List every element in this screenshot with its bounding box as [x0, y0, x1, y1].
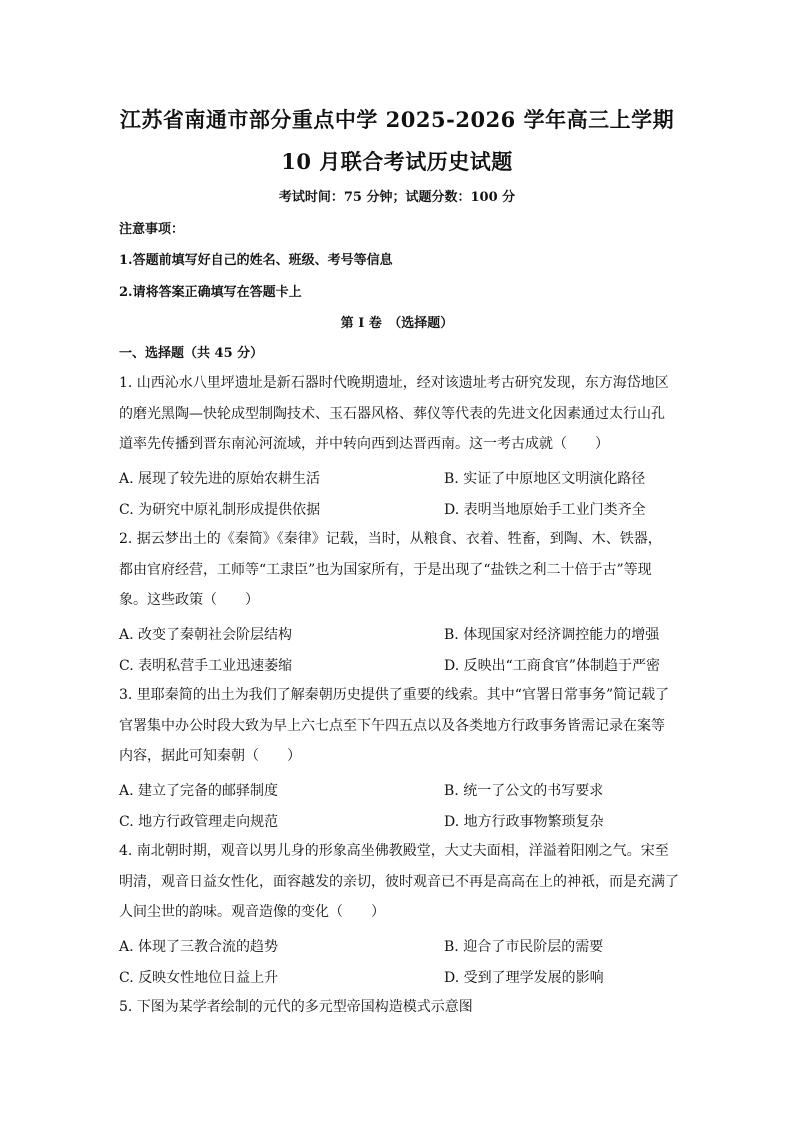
question-4-option-b: B. 迎合了市民阶层的需要: [444, 939, 604, 955]
question-3-option-b: B. 统一了公文的书写要求: [444, 783, 604, 799]
question-1-line-2: 的磨光黑陶—快轮成型制陶技术、玉石器风格、葬仪等代表的先进文化因素通过太行山孔: [119, 405, 665, 422]
question-4-option-a: A. 体现了三教合流的趋势: [119, 939, 279, 955]
note-item-2: 2.请将答案正确填写在答题卡上: [119, 285, 302, 300]
note-item-1: 1.答题前填写好自己的姓名、班级、考号等信息: [119, 253, 393, 268]
part-title: 一、选择题（共 45 分）: [119, 346, 264, 361]
exam-title-line1: 江苏省南通市部分重点中学 2025-2026 学年高三上学期: [119, 107, 675, 132]
question-1-option-c: C. 为研究中原礼制形成提供依据: [119, 502, 321, 518]
question-2-line-1: 2. 据云梦出土的《秦简》《秦律》记载，当时，从粮食、衣着、牲畜，到陶、木、铁器，: [119, 531, 662, 547]
question-3-line-2: 官署集中办公时段大致为早上六七点至下午四五点以及各类地方行政事务皆需记录在案等: [119, 717, 665, 734]
question-4-line-1: 4. 南北朝时期，观音以男儿身的形象高坐佛教殿堂，大丈夫面相，洋溢着阳刚之气。宋至: [119, 843, 669, 859]
exam-title-line2: 10 月联合考试历史试题: [281, 149, 513, 174]
question-1-option-d: D. 表明当地原始手工业门类齐全: [444, 502, 646, 518]
question-2-line-2: 都由官府经营，工师等“工隶臣”也为国家所有，于是出现了“盐铁之利二十倍于古”等现: [119, 561, 652, 578]
section-title: 第 I 卷 （选择题）: [340, 316, 454, 331]
question-4-option-c: C. 反映女性地位日益上升: [119, 970, 279, 986]
question-5-line-1: 5. 下图为某学者绘制的元代的多元型帝国构造模式示意图: [119, 999, 473, 1015]
question-4-line-2: 明清，观音日益女性化，面容越发的亲切，彼时观音已不再是高高在上的神祇，而是充满了: [119, 873, 679, 890]
question-2: [119, 524, 679, 616]
question-3-option-c: C. 地方行政管理走向规范: [119, 814, 279, 830]
question-1-line-1: 1. 山西沁水八里坪遗址是新石器时代晚期遗址，经对该遗址考古研究发现，东方海岱地区: [119, 375, 669, 391]
question-1-line-3: 道率先传播到晋东南沁河流域，并中转向西到达晋西南。这一考古成就（ ）: [119, 436, 609, 452]
question-3-option-d: D. 地方行政事物繁琐复杂: [444, 814, 604, 830]
question-5: [119, 992, 679, 1023]
question-2-line-3: 象。这些政策（ ）: [119, 592, 259, 608]
question-4-option-d: D. 受到了理学发展的影响: [444, 970, 604, 986]
question-2-option-c: C. 表明私营手工业迅速萎缩: [119, 658, 293, 674]
question-3-line-3: 内容，据此可知秦朝（ ）: [119, 748, 301, 764]
question-4: [119, 836, 679, 928]
question-2-option-b: B. 体现国家对经济调控能力的增强: [444, 627, 660, 643]
notes-heading: 注意事项：: [119, 222, 185, 237]
question-3-option-a: A. 建立了完备的邮驿制度: [119, 783, 279, 799]
question-2-option-d: D. 反映出“工商食官”体制趋于严密: [444, 658, 660, 674]
question-1-option-b: B. 实证了中原地区文明演化路径: [444, 471, 646, 487]
question-2-option-a: A. 改变了秦朝社会阶层结构: [119, 627, 293, 643]
question-3: [119, 680, 679, 772]
question-4-line-3: 人间尘世的韵味。观音造像的变化（ ）: [119, 904, 385, 920]
question-1: [119, 368, 679, 460]
exam-meta: 考试时间：75 分钟；试题分数：100 分: [278, 190, 516, 205]
question-1-option-a: A. 展现了较先进的原始农耕生活: [119, 471, 321, 487]
question-3-line-1: 3. 里耶秦简的出土为我们了解秦朝历史提供了重要的线索。其中“官署日常事务”简记载了: [119, 687, 670, 703]
